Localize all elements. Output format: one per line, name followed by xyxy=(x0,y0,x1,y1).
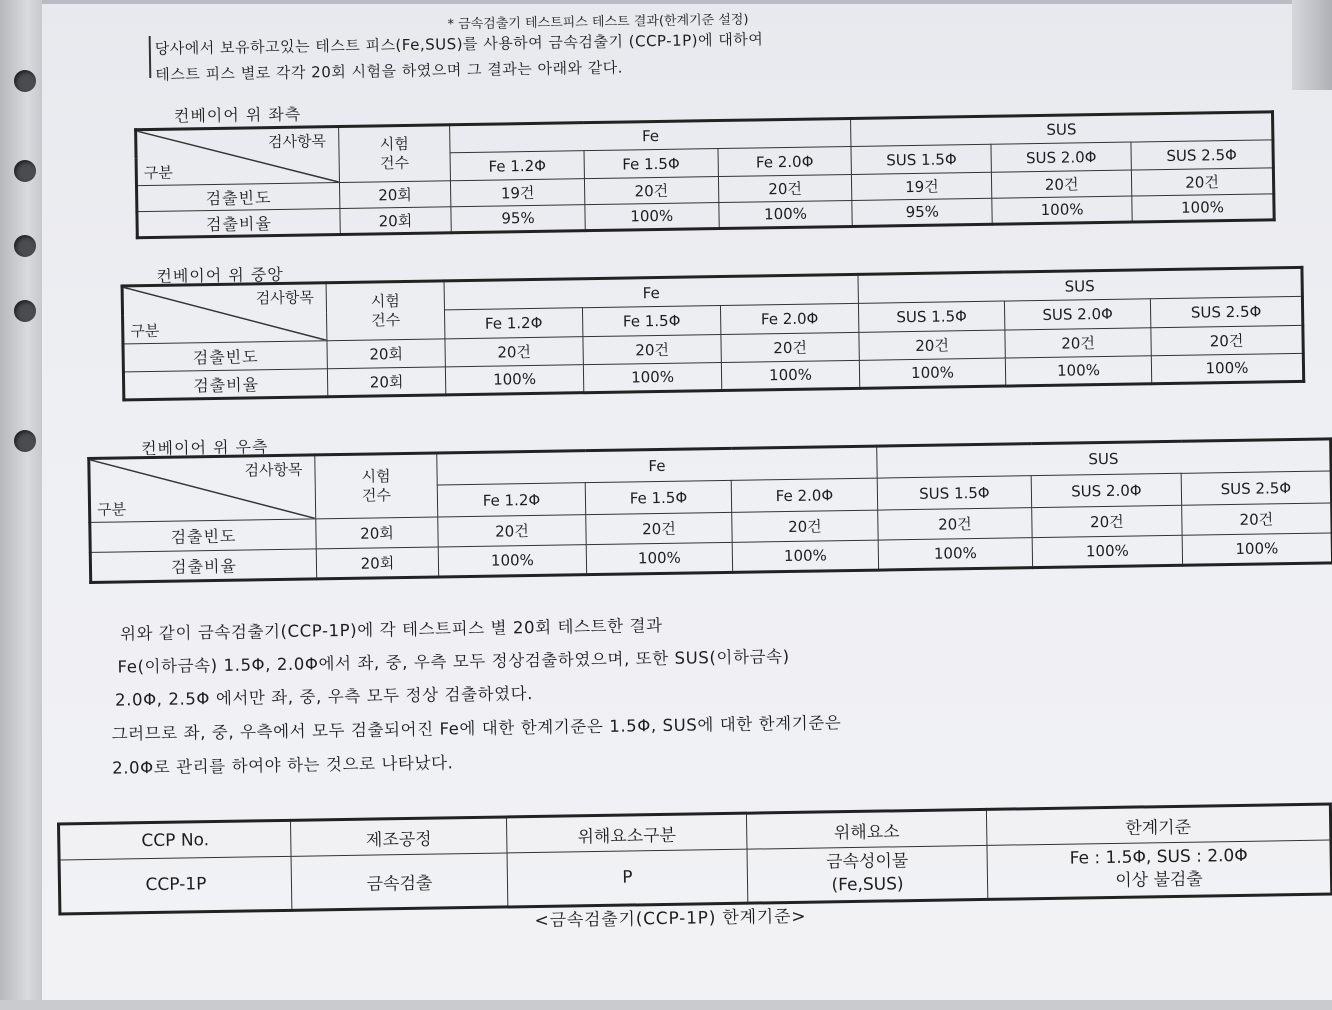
header-column-4: SUS 2.0Φ xyxy=(991,142,1131,172)
header-column-2: Fe 2.0Φ xyxy=(720,303,858,334)
intro-line-1: 당사에서 보유하고있는 테스트 피스(Fe,SUS)를 사용하여 금속검출기 (CCP-1P)에 대하여 xyxy=(154,30,764,58)
row-test-count: 20회 xyxy=(316,547,438,579)
result-cell: 100% xyxy=(721,360,859,390)
ccp-header-hazard-type: 위해요소구분 xyxy=(506,813,747,853)
row-label: 검출비율 xyxy=(137,208,340,237)
result-cell: 100% xyxy=(859,358,1005,388)
header-column-0: Fe 1.2Φ xyxy=(437,483,585,517)
row-test-count: 20회 xyxy=(327,339,445,369)
header-inspection-item: 검사항목 xyxy=(267,132,327,152)
result-cell: 100% xyxy=(992,196,1132,224)
summary-line-5: 2.0Φ로 관리를 하여야 하는 것으로 나타났다. xyxy=(111,753,454,778)
summary-line-4: 그러므로 좌, 중, 우측에서 모두 검출되어진 Fe에 대한 한계기준은 1.5Φ, SUS에 대한 한계기준은 xyxy=(111,713,842,744)
hazard-value: 금속성이물 (Fe,SUS) xyxy=(747,845,988,903)
result-cell: 20건 xyxy=(586,512,732,544)
header-column-0: Fe 1.2Φ xyxy=(444,308,582,339)
result-cell: 100% xyxy=(438,545,586,577)
summary-line-1: 위와 같이 금속검출기(CCP-1P)에 각 테스트피스 별 20회 테스트한 결과 xyxy=(119,615,663,644)
ccp-header-ccp-no: CCP No. xyxy=(59,820,292,860)
header-column-4: SUS 2.0Φ xyxy=(1031,473,1181,507)
row-test-count: 20회 xyxy=(316,517,438,549)
result-table-right xyxy=(87,437,1332,584)
result-cell: 20건 xyxy=(718,174,852,202)
intro-line-2: 테스트 피스 별로 각각 20회 시험을 하였으며 그 결과는 아래와 같다. xyxy=(155,58,624,84)
result-cell: 20건 xyxy=(445,337,583,367)
result-cell: 100% xyxy=(583,363,721,393)
result-cell: 95% xyxy=(451,205,585,233)
header-column-3: SUS 1.5Φ xyxy=(877,476,1031,510)
header-test-count: 시험 건수 xyxy=(326,281,445,341)
header-column-5: SUS 2.5Φ xyxy=(1181,471,1331,505)
row-label: 검출비율 xyxy=(123,369,327,400)
ccp-limit-table xyxy=(57,802,1332,915)
result-cell: 100% xyxy=(718,200,852,228)
result-cell: 100% xyxy=(585,203,719,231)
result-cell: 100% xyxy=(1182,533,1332,565)
critical-limit-value: Fe : 1.5Φ, SUS : 2.0Φ 이상 불검출 xyxy=(987,840,1332,899)
row-test-count: 20회 xyxy=(327,367,445,397)
hazard-type-value: P xyxy=(507,849,748,907)
header-diagonal-cell xyxy=(136,127,340,186)
header-column-3: SUS 1.5Φ xyxy=(858,301,1004,332)
header-column-4: SUS 2.0Φ xyxy=(1004,299,1150,330)
result-table-center xyxy=(121,266,1306,402)
result-cell: 20건 xyxy=(1131,168,1273,196)
result-cell: 19건 xyxy=(852,172,992,200)
header-test-count: 시험 건수 xyxy=(338,125,450,183)
result-cell: 20건 xyxy=(1151,325,1303,355)
result-cell: 20건 xyxy=(584,177,718,205)
header-sus-group: SUS xyxy=(877,439,1331,478)
result-cell: 19건 xyxy=(451,179,585,207)
result-cell: 20건 xyxy=(1182,503,1332,535)
table-caption: <금속검출기(CCP-1P) 한계기준> xyxy=(534,906,807,932)
result-cell: 20건 xyxy=(992,170,1132,198)
header-fe-group: Fe xyxy=(437,446,877,485)
header-diagonal-cell xyxy=(122,283,327,344)
header-column-5: SUS 2.5Φ xyxy=(1150,296,1302,327)
header-sus-group: SUS xyxy=(851,112,1273,147)
header-category: 구분 xyxy=(143,163,173,183)
header-sus-group: SUS xyxy=(858,267,1302,303)
header-column-2: Fe 2.0Φ xyxy=(731,478,877,512)
header-column-1: Fe 1.5Φ xyxy=(582,306,720,337)
result-cell: 20건 xyxy=(1032,505,1182,537)
row-label: 검출빈도 xyxy=(90,519,316,553)
result-cell: 100% xyxy=(1132,194,1274,222)
header-category: 구분 xyxy=(96,500,127,519)
row-label: 검출빈도 xyxy=(136,183,339,212)
ccp-header-process: 제조공정 xyxy=(290,817,507,856)
result-cell: 20건 xyxy=(732,510,878,542)
result-cell: 20건 xyxy=(1005,328,1151,358)
result-cell: 20건 xyxy=(878,508,1032,540)
header-column-1: Fe 1.5Φ xyxy=(585,480,731,514)
table-label-left: 컨베이어 위 좌측 xyxy=(173,104,302,126)
row-test-count: 20회 xyxy=(339,181,451,209)
header-category: 구분 xyxy=(130,321,160,341)
header-column-2: Fe 2.0Φ xyxy=(718,146,852,176)
result-cell: 100% xyxy=(1151,353,1303,383)
header-column-1: Fe 1.5Φ xyxy=(584,149,718,179)
ccp-header-hazard: 위해요소 xyxy=(746,809,987,849)
header-column-3: SUS 1.5Φ xyxy=(851,144,991,174)
result-cell: 100% xyxy=(586,542,732,574)
result-cell: 20건 xyxy=(721,332,859,362)
table-label-right: 컨베이어 위 우측 xyxy=(140,437,269,459)
ccp-no-value: CCP-1P xyxy=(59,856,292,914)
result-cell: 100% xyxy=(732,540,878,572)
header-column-0: Fe 1.2Φ xyxy=(450,151,584,181)
result-table-left xyxy=(134,110,1276,239)
result-cell: 20건 xyxy=(583,335,721,365)
header-diagonal-cell xyxy=(89,455,316,523)
result-cell: 100% xyxy=(878,538,1032,570)
row-test-count: 20회 xyxy=(340,207,452,235)
row-label: 검출빈도 xyxy=(123,341,327,372)
row-label: 검출비율 xyxy=(90,549,316,583)
result-cell: 100% xyxy=(1005,356,1151,386)
ccp-header-critical-limit: 한계기준 xyxy=(986,804,1331,845)
header-test-count: 시험 건수 xyxy=(315,453,438,519)
table-label-center: 컨베이어 위 중앙 xyxy=(156,264,284,286)
page-title: * 금속검출기 테스트피스 테스트 결과(한계기준 설정) xyxy=(447,12,749,33)
header-inspection-item: 검사항목 xyxy=(255,288,314,308)
result-cell: 100% xyxy=(1032,535,1182,567)
header-fe-group: Fe xyxy=(444,274,858,309)
summary-line-2: Fe(이하금속) 1.5Φ, 2.0Φ에서 좌, 중, 우측 모두 정상검출하였으며, 또한 SUS(이하금속) xyxy=(117,646,790,677)
process-value: 금속검출 xyxy=(291,853,508,910)
result-cell: 20건 xyxy=(438,515,586,547)
header-fe-group: Fe xyxy=(450,118,852,152)
header-column-5: SUS 2.5Φ xyxy=(1131,140,1273,170)
header-inspection-item: 검사항목 xyxy=(244,460,303,480)
intro-marker xyxy=(149,36,152,78)
result-cell: 100% xyxy=(445,365,583,395)
summary-line-3: 2.0Φ, 2.5Φ 에서만 좌, 중, 우측 모두 정상 검출하였다. xyxy=(114,684,534,710)
result-cell: 20건 xyxy=(859,330,1005,360)
result-cell: 95% xyxy=(852,198,992,226)
